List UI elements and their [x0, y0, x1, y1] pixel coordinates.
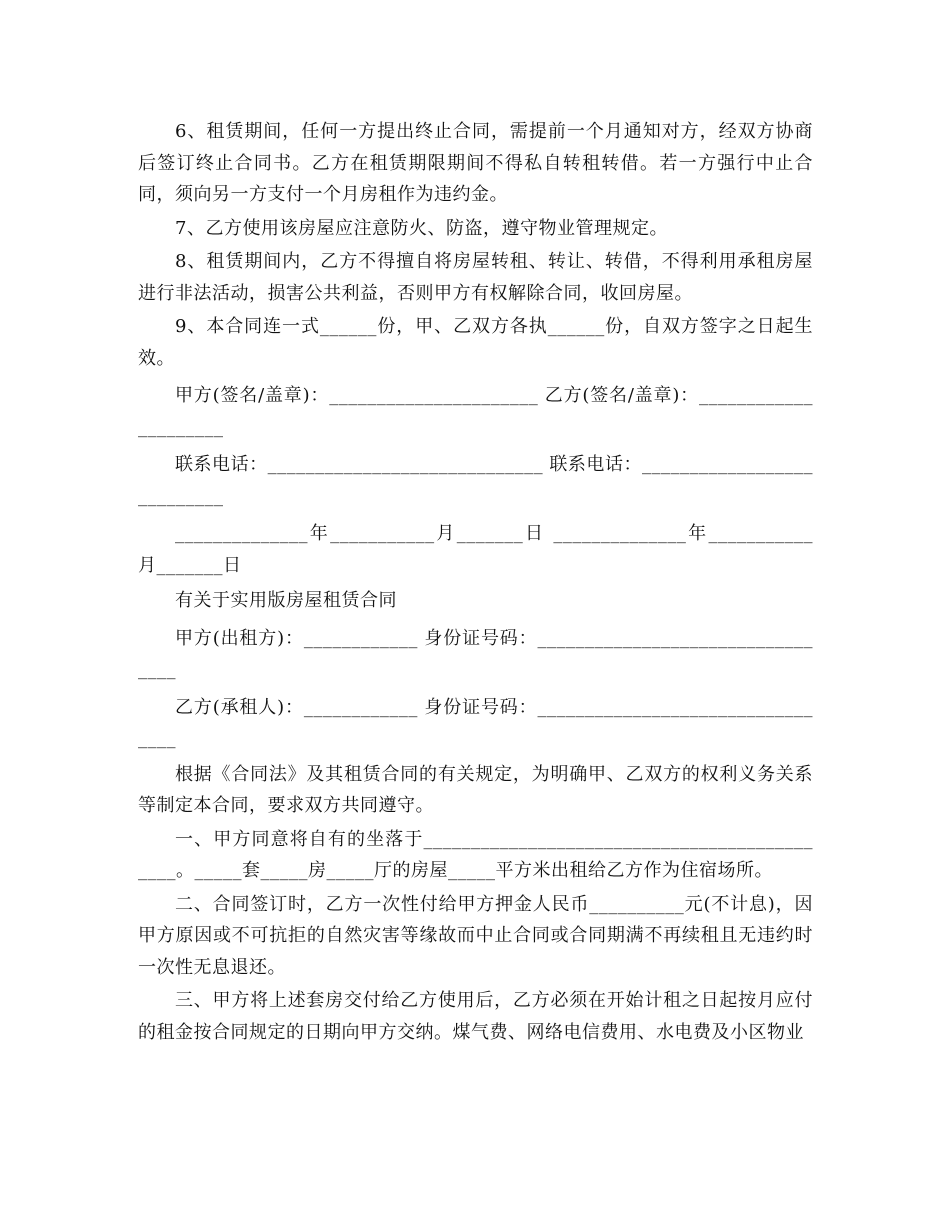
article-1-paragraph: 一、甲方同意将自有的坐落于_____________________________________________。_____套_____房_____厅的房屋_____平方米出租给乙方作为住宿场所。 [138, 828, 813, 881]
signature-line: 甲方(签名/盖章)：______________________ 乙方(签名/盖章)：_____________________ [138, 385, 813, 438]
phone-line: 联系电话：_____________________________ 联系电话：___________________________ [138, 454, 813, 507]
party-b-id-line: 乙方(承租人)：____________ 身份证号码：_________________________________ [138, 696, 813, 749]
article-2-paragraph: 二、合同签订时，乙方一次性付给甲方押金人民币__________元(不计息)，因甲方原因或不可抗拒的自然灾害等缘故而中止合同或合同期满不再续租且无违约时一次性无息退还。 [138, 893, 813, 978]
preamble-paragraph: 根据《合同法》及其租赁合同的有关规定，为明确甲、乙双方的权利义务关系等制定本合同，要求双方共同遵守。 [138, 763, 813, 816]
article-3-paragraph: 三、甲方将上述套房交付给乙方使用后，乙方必须在开始计租之日起按月应付的租金按合同规定的日期向甲方交纳。煤气费、网络电信费用、水电费及小区物业 [138, 990, 813, 1043]
document-body [138, 116, 813, 1048]
date-line: ______________年___________月_______日 ______________年___________月_______日 [138, 523, 813, 576]
clause-8-paragraph: 8、租赁期间内，乙方不得擅自将房屋转租、转让、转借，不得利用承租房屋进行非法活动，损害公共利益，否则甲方有权解除合同，收回房屋。 [138, 251, 813, 304]
clause-6-paragraph: 6、租赁期间，任何一方提出终止合同，需提前一个月通知对方，经双方协商后签订终止合同书。乙方在租赁期限期间不得私自转租转借。若一方强行中止合同，须向另一方支付一个月房租作为违约金。 [138, 121, 813, 205]
contract-title: 有关于实用版房屋租赁合同 [175, 590, 397, 611]
clause-9-paragraph: 9、本合同连一式______份，甲、乙双方各执______份，自双方签字之日起生效。 [138, 316, 813, 369]
clause-7-paragraph: 7、乙方使用该房屋应注意防火、防盗，遵守物业管理规定。 [175, 217, 668, 239]
party-a-id-line: 甲方(出租方)：____________ 身份证号码：_________________________________ [138, 627, 813, 680]
